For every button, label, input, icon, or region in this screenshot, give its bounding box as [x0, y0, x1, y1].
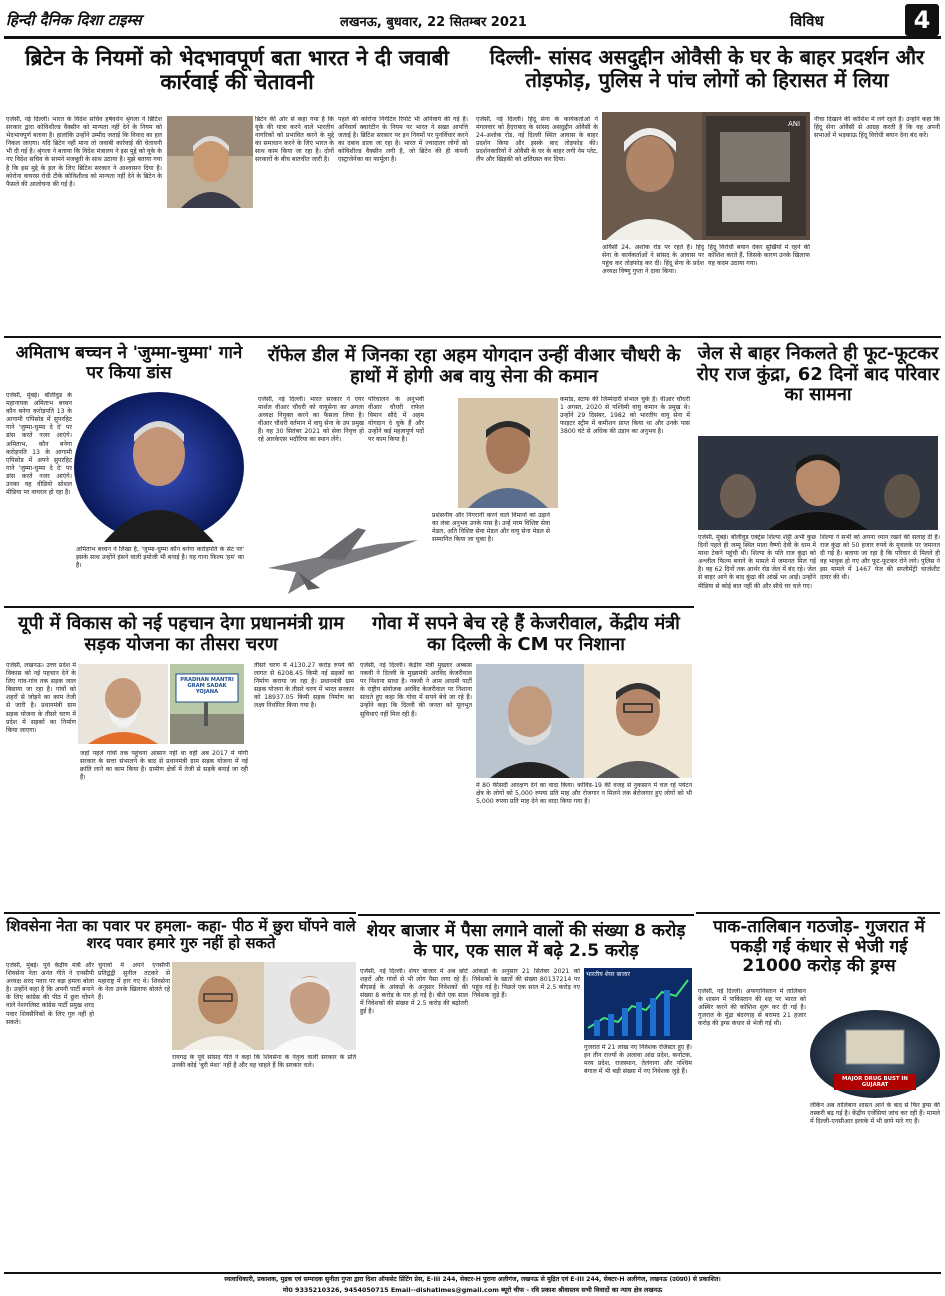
s4-photo-jet — [258, 508, 428, 600]
stock-chart-photo — [584, 968, 692, 1040]
s4-photo-officer — [458, 398, 558, 508]
s4-col3: प्रशंसनीय और निगरानी करने वाले विमानों को उड़ाने का लंबा अनुभव उनके पास है। उन्हें परम विशिष्ट सेवा मेडल, अति विशिष्ट सेवा मेडल और वायु सेना मेडल से सम्मानित किया जा चुका है। — [432, 512, 550, 544]
row3-rule — [358, 914, 694, 916]
s8-col2: आंकड़ों के अनुसार 21 सितंबर 2021 को निवेशकों के खातों की संख्या 80137214 पर पहुंच गई है। पिछले एक साल में 2.5 करोड़ नए निवेशक जुड़े हैं। — [472, 968, 580, 1000]
s8-photo — [584, 968, 692, 1040]
footer-contact: मो0 9335210326, 9454050715 Email--dishatimes@gmail.com ब्यूरो चीफ - रवि प्रकाश श्रीवास्तव सभी विवादों का न्याय क्षेत्र लखनऊ — [282, 1286, 663, 1294]
s2-photo — [602, 112, 810, 240]
masthead — [0, 0, 945, 40]
row2-rule — [4, 606, 694, 608]
s1-col1: एजेंसी, नई दिल्ली। भारत के विदेश सचिव हर्षवर्धन श्रृंगला ने ब्रिटिश सरकार द्वारा कोविशील्ड वैक्सीन को मान्यता नहीं देने के नियम को भेदभावपूर्ण बताया है। हालांकि उन्होंने उम्मीद जताई कि विवाद का हल निकल जाएगा। यदि ब्रिटेन नहीं माना तो जवाबी कार्रवाई की चेतावनी भी दी गई है। श्रृंगला ने बताया कि विदेश मंत्रालय ने इस मुद्दे को यूके के नए विदेश सचिव के सामने मजबूती के साथ उठाया है। मुझे बताया गया है कि इस मुद्दे के हल के लिए ब्रिटिश सरकार ने आश्वासन दिया है। कोरोना वायरस रोधी टीके कोविशील्ड को मान्यता नहीं देने के ब्रिटेन के फैसले की आलोचना की गई है। — [6, 116, 162, 188]
s9-col3: रायगढ़ के पूर्व सांसद गीते ने कहा कि शिवसेना के नेतृत्व वाली सरकार के प्रति उनकी कोई 'बुरी मंशा' नहीं है और वह चाहते हैं कि सरकार चले। — [172, 1054, 356, 1070]
page-number — [905, 4, 939, 36]
s2-col3: हिंदू विरोधी बयान देकर सुर्खियों में रहने की कोशिश करते हैं, जिसके कारण उनके खिलाफ यह कदम उठाया गया। — [708, 244, 810, 268]
s3-photo — [74, 392, 244, 542]
s4-col2: परिचालन के अनुभवी वीआर चौधरी राफेल विमान सौदे में अहम योगदान दे चुके हैं और उन्होंने कई महत्वपूर्ण पदों पर काम किया है। — [368, 396, 424, 444]
s3-col1: एजेंसी, मुंबई। बॉलीवुड के महानायक अमिताभ बच्चन कौन बनेगा करोड़पति 13 के आगामी एपिसोड में सुपरहिट गाने 'जुम्मा-चुम्मा दे दे' पर डांस करते नजर आएंगे। अमिताभ, कौन बनेगा करोड़पति 13 के आगामी एपिसोड में अपने सुपरहिट गाने 'जुम्मा-चुम्मा दे दे' पर डांस करते नजर आएंगे। उनका यह वीडियो सोशल मीडिया पर वायरल हो रहा है। — [6, 392, 72, 497]
s6-photo-sign — [170, 664, 244, 744]
svg-text:ANI: ANI — [788, 120, 801, 128]
nakvi-kejriwal-photo — [476, 664, 692, 778]
s7-photo — [476, 664, 692, 778]
s4-headline: रॉफेल डील में जिनका रहा अहम योगदान उन्हीं वीआर चौधरी के हाथों में होगी अब वायु सेना की कमान — [267, 345, 681, 387]
s10-col1: एजेंसी, नई दिल्ली। अफगानिस्तान में तालिबान के शासन में पाकिस्तान की शह पर भारत को अस्थिर करने की कोशिश शुरू कर दी गई है। गुजरात के मुंद्रा बंदरगाह से बरामद 21 हजार करोड़ की ड्रग्स कंधार से भेजी गई थी। — [698, 988, 806, 1028]
s9-col2: चुनावों में अपने एनसीपी प्रतिद्वंद्वी सुनील तटकरे से महाराष्ट्र में हार गए थे। शिवसेना के नेता उनके खिलाफ बोलते रहे हैं। — [98, 962, 170, 1002]
s5-headline: जेल से बाहर निकलते ही फूट-फूटकर रोए राज कुंद्रा, 62 दिनों बाद परिवार का सामना — [696, 343, 940, 406]
s7-col1: एजेंसी, नई दिल्ली। केंद्रीय मंत्री मुख्तार अब्बास नकवी ने दिल्ली के मुख्यमंत्री अरविंद केजरीवाल पर निशाना साधा है। नकवी ने आम आदमी पार्टी के राष्ट्रीय संयोजक अरविंद केजरीवाल पर निशाना साधते हुए कहा कि गोवा में सपने बेचे जा रहे हैं। उन्होंने कहा कि दिल्ली की जनता को मूलभूत सुविधाएं नहीं मिल रही हैं। — [360, 662, 472, 718]
s1-col2: ब्रिटेन की ओर से कहा गया है कि यूके की यात्रा करने वाले भारतीय नागरिकों को प्रभावित करने के मुद्दे का समाधान करने के लिए भारत के साथ काम किया जा रहा है। दोनों सरकारों के बीच बातचीत जारी है। — [255, 116, 334, 164]
stock-photo-label: भारतीय शेयर बाजार — [586, 971, 630, 978]
kundra-photo — [698, 436, 938, 530]
s2-col4: नीचा दिखाने की कोशिश में लगे रहते हैं। उन्होंने कहा कि हिंदू सेना ओवैसी से आग्रह करती है कि वह अपनी सभाओं में भड़काऊ हिंदू विरोधी बयान देना बंद करें। — [814, 116, 940, 140]
kundra-bottom-rule — [696, 912, 940, 914]
s4-col1: एजेंसी, नई दिल्ली। भारत सरकार ने एयर मार्शल वीआर चौधरी को वायुसेना का अगला अध्यक्ष नियुक्त करने का फैसला लिया है। वीआर चौधरी वर्तमान में वायु सेना के उप प्रमुख हैं। वह 30 सितंबर 2021 को सेवा निवृत्त हो रहे आरकेएस भदौरिया का स्थान लेंगे। — [258, 396, 364, 444]
portrait-photo — [167, 116, 253, 208]
s7-col2: में 80 फीसदी आरक्षण देने का वादा किया। कोविड-19 की वजह से नुकसान में चल रहे पर्यटन क्षेत्र के लोगों को 5,000 रुपया प्रति माह और रोजगार न मिलने तक बेरोजगार हुए लोगों को भी 5,000 रुपया प्रति माह देने का वादा किया गया है। — [476, 782, 692, 806]
s6-col1: एजेंसी, लखनऊ। उत्तर प्रदेश में विकास को नई पहचान देने के लिए गांव-गांव तक सड़क जाल बिछाया जा रहा है। गांवों को शहरों से जोड़ने का काम तेजी से जारी है। प्रधानमंत्री ग्राम सड़क योजना के तीसरे चरण में प्रदेश में सड़कों का निर्माण किया जाएगा। — [6, 662, 76, 734]
jet-photo — [258, 508, 428, 600]
s8-col1: एजेंसी, नई दिल्ली। शेयर बाजार में अब छोटे शहरों और गांवों से भी लोग पैसा लगा रहे हैं। बीएसई के आंकड़ों के अनुसार निवेशकों की संख्या 8 करोड़ के पार हो गई है। बीते एक साल में निवेशकों की संख्या में 2.5 करोड़ की बढ़ोतरी हुई है। — [360, 968, 468, 1016]
s9-col1: एजेंसी, मुंबई। पूर्व केंद्रीय मंत्री और शिवसेना नेता अनंत गीते ने एनसीपी अध्यक्ष शरद पवार पर बड़ा हमला बोला है। उन्होंने कहा है कि अपनी पार्टी बनाने के लिए कांग्रेस की पीठ में छुरा घोंपने वाले नेशनलिस्ट कांग्रेस पार्टी प्रमुख शरद पवार शिवसैनिकों के लिए गुरु नहीं हो सकते। — [6, 962, 94, 1026]
masthead-rule — [4, 36, 941, 39]
s10-headline: पाक-तालिबान गठजोड़- गुजरात में पकड़ी गई कंधार से भेजी गई 21000 करोड़ की ड्रग्स — [713, 917, 925, 977]
drug-bust-badge: MAJOR DRUG BUST IN GUJARAT — [842, 1076, 908, 1088]
s2-col1: एजेंसी, नई दिल्ली। हिंदू सेना के कार्यकर्ताओं ने मंगलवार को हैदराबाद के सांसद असदुद्दीन ओवैसी के 24-अशोक रोड, नई दिल्ली स्थित आवास के बाहर प्रदर्शन किया और इसके बाद तोड़फोड़ की। प्रदर्शनकारियों ने ओवैसी के घर के बाहर लगी नेम प्लेट, लैंप और खिड़की को क्षतिग्रस्त कर दिया। — [476, 116, 598, 164]
s10-photo — [810, 1010, 940, 1098]
s6-col3: जहां पहले गांवों तक पहुंचना आसान नहीं था वहीं अब 2017 में योगी सरकार के सत्ता संभालने के बाद से प्रधानमंत्री ग्राम सड़क योजना में नई क्रांति लाने का काम किया है। ग्रामीण क्षेत्रों में तेजी से सड़कें बनाई जा रही हैं। — [80, 750, 248, 782]
s2-col2: ओवैसी 24, अशोक रोड पर रहते हैं। हिंदू सेना के कार्यकर्ताओं ने सांसद के आवास पर पहुंच कर तोड़फोड़ कर दी। हिंदू सेना के प्रदेश अध्यक्ष विष्णु गुप्ता ने दावा किया। — [602, 244, 704, 276]
s4-col4: कमांड, स्टाफ की जिम्मेदारी संभाल चुके हैं। वीआर चौधरी 1 अगस्त, 2020 से पश्चिमी वायु कमान के प्रमुख थे। उन्होंने 29 दिसंबर, 1982 को भारतीय वायु सेना में फाइटर स्ट्रीम में कमीशन प्राप्त किया था और उनके पास 3800 घंटे से अधिक की उड़ान का अनुभव है। — [560, 396, 690, 436]
officer-photo — [458, 398, 558, 508]
s3-caption: अमिताभ बच्चन ने लिखा है, 'जुम्मा-चुम्मा कौन बनेगा करोड़पति के सेट पर' इसके साथ उन्होंने हंसने वाली इमोजी भी बनाई है। यह गाना फिल्म 'हम' का है। — [76, 546, 244, 570]
s5-col2: शिल्पा ने सभी को अपना ध्यान रखने की सलाह दी है। राज कुंद्रा को 50 हजार रुपये के मुचलके पर जमानत दी गई है। बताया जा रहा है कि परिवार से मिलते ही वह भावुक हो गए और फूट-फूटकर रोने लगे। पुलिस ने इस मामले में 1467 पेज की सप्लीमेंट्री चार्जशीट दायर की थी। — [820, 534, 940, 582]
row1-rule — [4, 336, 941, 338]
s5-photo — [698, 436, 938, 530]
s8-headline: शेयर बाजार में पैसा लगाने वालों की संख्या 8 करोड़ के पार, एक साल में बढ़े 2.5 करोड़ — [366, 921, 686, 961]
s5-col1: एजेंसी, मुंबई। बॉलीवुड एक्ट्रेस शिल्पा शेट्टी अभी कुछ दिनों पहले ही जम्मू स्थित माता वैष्णो देवी के धाम में माथा टेकने पहुंची थीं। शिल्पा के पति राज कुंद्रा को अश्लील फिल्म बनाने के मामले में जमानत मिल गई है। वह 62 दिनों तक आर्थर रोड जेल में बंद रहे। जेल से बाहर आने के बाद कुंद्रा की आंखें भर आईं। उन्होंने मीडिया से कोई बात नहीं की और सीधे घर चले गए। — [698, 534, 816, 590]
s1-headline: ब्रिटेन के नियमों को भेदभावपूर्ण बता भारत ने दी जवाबी कार्रवाई की चेतावनी — [25, 46, 449, 95]
amitabh-photo — [74, 392, 244, 542]
s10-col2: लेकिन अब तालिबान शासन आने के बाद से फिर ड्रग्स की तस्करी बढ़ गई है। केंद्रीय एजेंसियां जांच कर रही हैं। मामले में दिल्ली-एनसीआर इलाके में भी छापे मारे गए हैं। — [810, 1102, 940, 1126]
s7-headline: गोवा में सपने बेच रहे हैं केजरीवाल, केंद्रीय मंत्री का दिल्ली के CM पर निशाना — [372, 613, 680, 655]
road-sign-text: PRADHAN MANTRI GRAM SADAK YOJANA — [180, 677, 234, 695]
s8-col3: गुजरात में 21 लाख नए निवेशक रजिस्टर हुए हैं। इन तीन राज्यों के अलावा आंध्र प्रदेश, कर्नाटक, मध्य प्रदेश, राजस्थान, तेलंगाना और पश्चिम बंगाल में भी बड़ी संख्या में नए निवेशक जुड़े हैं। — [584, 1044, 692, 1076]
s1-photo — [167, 116, 253, 208]
s6-col2: तीसरे चरण में 4130.27 करोड़ रुपये की लागत से 6208.45 किमी नई सड़कों का निर्माण कराया जा रहा है। प्रधानमंत्री ग्राम सड़क योजना के तीसरे चरण में भारत सरकार को 18937.05 किमी सड़क निर्माण का लक्ष्य निर्धारित किया गया है। — [254, 662, 354, 710]
masthead-title: हिन्दी दैनिक दिशा टाइम्स — [6, 11, 142, 29]
pm-photo — [78, 664, 168, 744]
masthead-dateline: लखनऊ, बुधवार, 22 सितम्बर 2021 — [340, 15, 527, 30]
s2-headline: दिल्ली- सांसद असदुद्दीन ओवैसी के घर के बाहर प्रदर्शन और तोड़फोड़, पुलिस ने पांच लोगों को हिरासत में लिया — [489, 45, 925, 92]
s9-headline: शिवसेना नेता का पवार पर हमला- कहा- पीठ में छुरा घोंपने वाले शरद पवार हमारे गुरु नहीं हो सकते — [6, 917, 356, 953]
road-sign-photo — [170, 664, 244, 744]
s6-headline: यूपी में विकास को नई पहचान देगा प्रधानमंत्री ग्राम सड़क योजना का तीसरा चरण — [18, 613, 344, 655]
section-name: विविध — [790, 12, 824, 30]
s9-photo — [172, 962, 356, 1050]
s3-headline: अमिताभ बच्चन ने 'जुम्मा-चुम्मा' गाने पर किया डांस — [15, 343, 243, 383]
s1-col3: पहले की कोरोना निगेटिव रिपोर्ट भी अनिवार्य की गई है। अनिवार्य क्वारंटीन के नियम पर भारत ने सख्त आपत्ति जताई है। ब्रिटिश सरकार पर इन नियमों पर पुनर्विचार करने का दबाव डाला जा रहा है। भारत में ज्यादातर लोगों को कोविशील्ड वैक्सीन लगी है, जो ब्रिटेन की ही कंपनी एस्ट्राजेनेका का फार्मूला है। — [338, 116, 468, 164]
shivsena-top-rule — [4, 912, 356, 914]
footer-imprint: स्वत्वाधिकारी, प्रकाशक, मुद्रक एवं सम्पादक सुनीता गुप्ता द्वारा दिशा ऑफसेट प्रिंटिंग प्रेस, E-III 244, सेक्टर-H पुराना अलीगंज, लखनऊ से मुद्रित एवं E-III 244, सेक्टर-H अलीगंज, लखनऊ (उ0प्र0) से प्रकाशित। — [224, 1276, 721, 1283]
geete-pawar-photo — [172, 962, 356, 1050]
owaisi-photo — [602, 112, 810, 240]
footer-rule — [4, 1272, 941, 1274]
page-number-text: 4 — [913, 6, 931, 34]
s6-photo-pm — [78, 664, 168, 744]
